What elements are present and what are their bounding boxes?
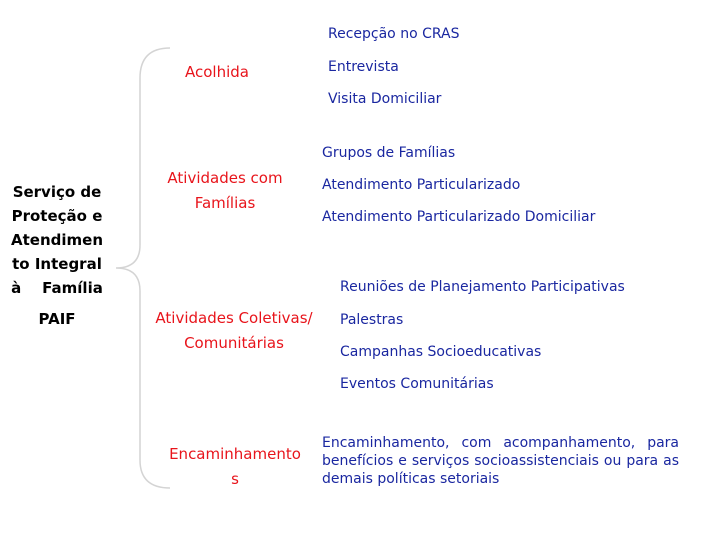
list-item: Eventos Comunitárias [340,376,494,392]
root-title-line: Serviço de [12,183,102,201]
category-atividades-familias [150,166,300,216]
root-acronym: PAIF [38,310,76,328]
list-item: Grupos de Famílias [322,145,456,161]
category-label: Comunitárias [184,334,284,352]
root-title-line: à Família [11,279,103,297]
list-item: Visita Domiciliar [328,91,442,107]
category-atividades-coletivas [146,306,322,356]
category-label: Atividades com [167,169,283,187]
list-item: Entrevista [328,59,399,75]
root-title-line: Proteção e [11,207,103,225]
category-label: Atividades Coletivas/ [155,309,313,327]
category-label: Acolhida [185,63,249,81]
root-title-line: Atendimen [11,231,103,249]
list-item: Atendimento Particularizado Domiciliar [322,209,596,225]
category-acolhida [158,60,276,85]
list-item: Campanhas Socioeducativas [340,344,542,360]
root-title-line: to Integral [12,255,102,273]
category-encaminhamentos [156,442,314,492]
category-label: Famílias [194,194,256,212]
list-item: Reuniões de Planejamento Participativas [340,279,625,295]
list-item: Atendimento Particularizado [322,177,521,193]
category-label: Encaminhamento [169,445,301,463]
category-description: Encaminhamento, com acompanhamento, para benefícios e serviços socioassistenciais ou para as demais políticas setoriais [322,435,679,487]
list-item: Palestras [340,312,404,328]
list-item: Recepção no CRAS [328,26,460,42]
root-title [6,180,108,300]
category-label: s [231,470,239,488]
